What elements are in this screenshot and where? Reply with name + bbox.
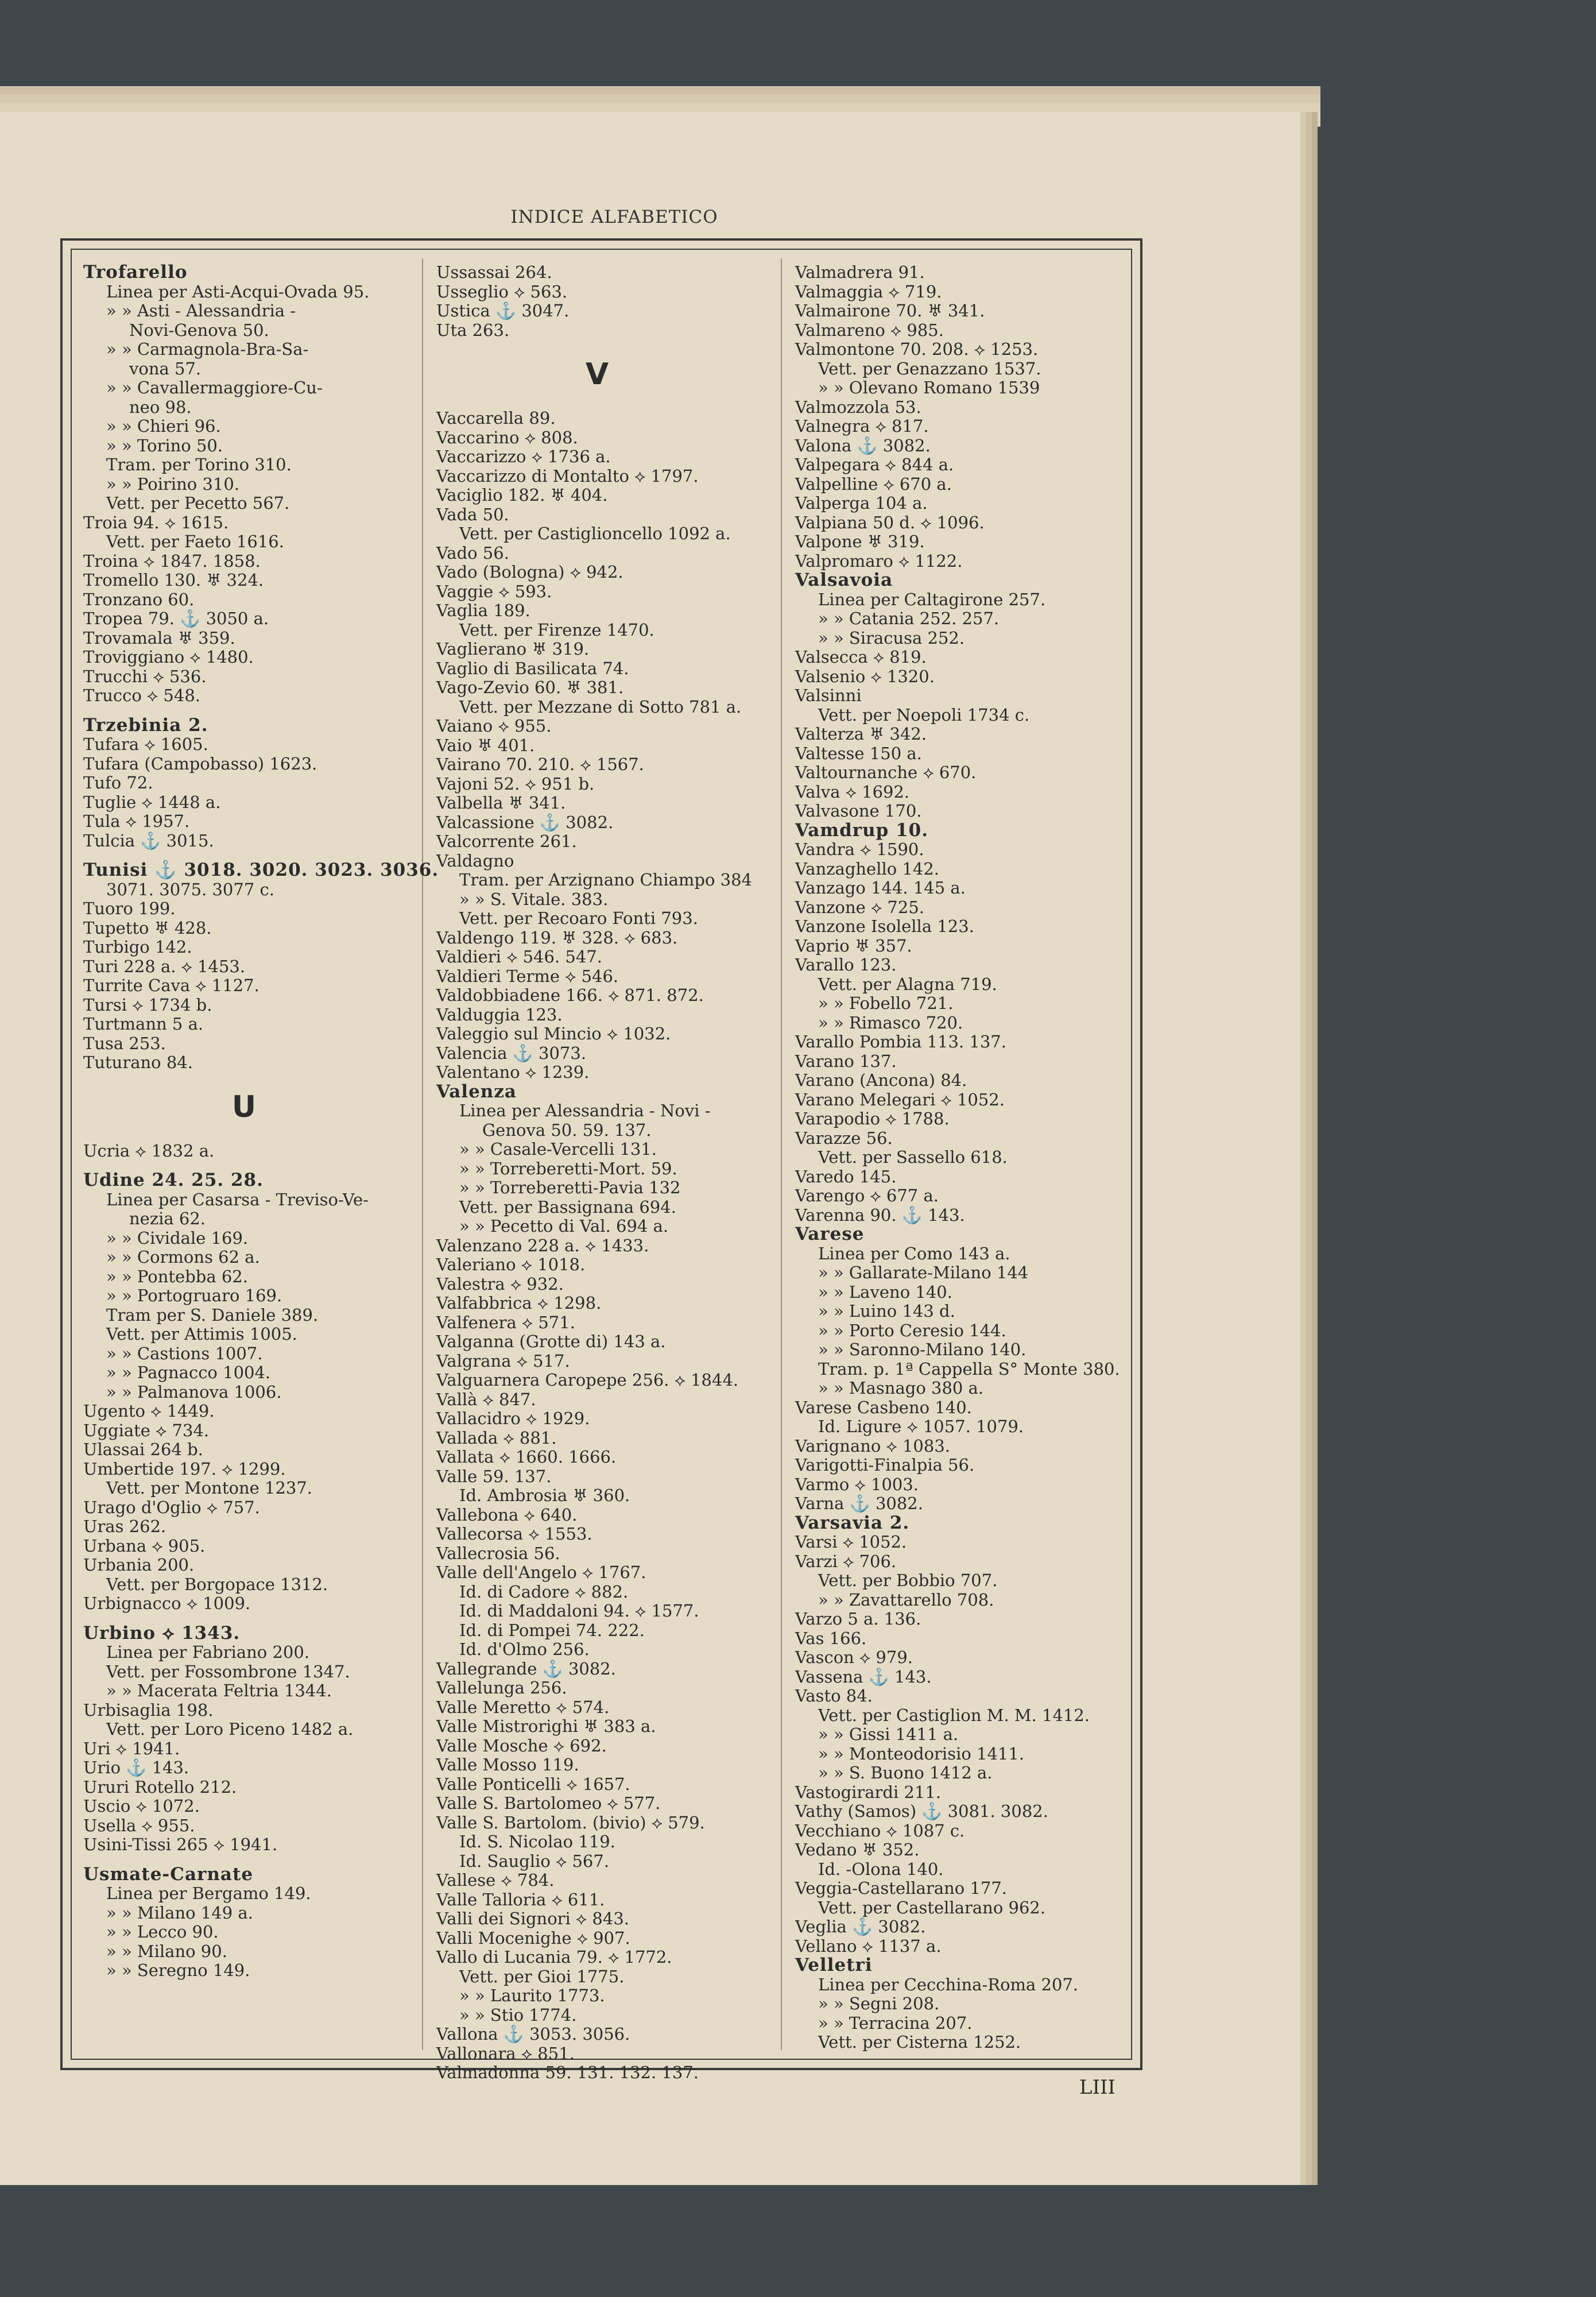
index-entry: Vajoni 52. ⟡ 951 b.: [436, 774, 595, 794]
index-entry: Vallecorsa ⟡ 1553.: [436, 1524, 592, 1544]
index-entry: Valtesse 150 a.: [795, 743, 922, 763]
index-heading: Vamdrup 10.: [795, 819, 929, 841]
index-entry: » » Olevano Romano 1539: [818, 378, 1040, 397]
index-entry: Vett. per Faeto 1616.: [106, 532, 284, 551]
index-entry: Vett. per Noepoli 1734 c.: [818, 705, 1030, 725]
index-entry: Vago-Zevio 60. ♅ 381.: [436, 678, 624, 697]
index-entry: Vaprio ♅ 357.: [795, 935, 912, 956]
index-entry: Valmadonna 59. 131. 132. 137.: [436, 2063, 699, 2082]
index-entry: » » Rimasco 720.: [818, 1012, 963, 1033]
index-entry: Vaciglio 182. ♅ 404.: [436, 485, 608, 505]
index-entry: Novi-Genova 50.: [129, 320, 269, 340]
index-entry: Vett. per Firenze 1470.: [459, 620, 654, 640]
index-entry: Valle Mosso 119.: [436, 1755, 579, 1774]
index-entry: Vaglio di Basilicata 74.: [436, 658, 629, 678]
index-entry: Valpromaro ⟡ 1122.: [795, 551, 963, 571]
index-entry: Vanzone ⟡ 725.: [795, 897, 925, 917]
index-entry: Linea per Cecchina-Roma 207.: [818, 1974, 1079, 1994]
index-entry: Tronzano 60.: [83, 589, 195, 609]
index-entry: Valbella ♅ 341.: [436, 793, 566, 813]
index-entry: Varallo 123.: [795, 955, 897, 975]
index-entry: Vedano ♅ 352.: [795, 1840, 920, 1859]
index-entry: Vett. per Cisterna 1252.: [818, 2032, 1021, 2052]
index-heading: Velletri: [795, 1955, 873, 1975]
index-entry: Tram. per Torino 310.: [106, 455, 292, 474]
index-entry: » » Monteodorisio 1411.: [818, 1743, 1025, 1764]
index-entry: Tuoro 199.: [83, 899, 176, 918]
index-entry: Vas 166.: [795, 1628, 867, 1648]
index-entry: Valle dell'Angelo ⟡ 1767.: [436, 1563, 646, 1582]
index-entry: Vett. per Mezzane di Sotto 781 a.: [459, 697, 742, 717]
index-entry: Valsinni: [795, 686, 862, 705]
index-entry: » » Cormons 62 a.: [106, 1247, 260, 1267]
index-entry: Valvasone 170.: [795, 801, 922, 821]
index-entry: Usella ⟡ 955.: [83, 1815, 195, 1835]
index-entry: Vallo di Lucania 79. ⟡ 1772.: [436, 1947, 672, 1967]
index-entry: Tupetto ♅ 428.: [83, 918, 212, 938]
index-entry: Ussassai 264.: [436, 262, 552, 282]
index-entry: Ugento ⟡ 1449.: [83, 1401, 215, 1421]
index-entry: Valduggia 123.: [436, 1004, 563, 1024]
index-entry: Valeggio sul Mincio ⟡ 1032.: [436, 1024, 671, 1043]
index-entry: » » Macerata Feltria 1344.: [106, 1681, 332, 1700]
index-entry: Vallegrande ⚓ 3082.: [436, 1658, 616, 1679]
index-entry: » » Fobello 721.: [818, 993, 954, 1013]
index-entry: Valmareno ⟡ 985.: [795, 320, 944, 340]
index-entry: Vado 56.: [436, 543, 509, 563]
index-entry: Genova 50. 59. 137.: [482, 1120, 652, 1140]
index-entry: Urago d'Oglio ⟡ 757.: [83, 1497, 260, 1517]
index-entry: Valle S. Bartolom. (bivio) ⟡ 579.: [436, 1812, 705, 1832]
index-entry: Ucria ⟡ 1832 a.: [83, 1140, 215, 1161]
index-entry: Vaccarino ⟡ 808.: [436, 427, 578, 447]
index-entry: » » Lecco 90.: [106, 1922, 219, 1942]
index-entry: Valli Mocenighe ⟡ 907.: [436, 1928, 630, 1948]
index-entry: » » Castions 1007.: [106, 1343, 263, 1363]
index-entry: Tulcia ⚓ 3015.: [83, 830, 214, 850]
index-heading: Usmate-Carnate: [83, 1863, 254, 1885]
index-entry: Vallata ⟡ 1660. 1666.: [436, 1447, 617, 1467]
index-heading: Valenza: [436, 1081, 517, 1102]
index-entry: Tuglie ⟡ 1448 a.: [83, 792, 221, 812]
index-entry: Uras 262.: [83, 1517, 166, 1536]
index-entry: Varignano ⟡ 1083.: [795, 1436, 951, 1456]
index-entry: Valmozzola 53.: [795, 397, 921, 417]
index-entry: vona 57.: [129, 358, 202, 378]
index-entry: Linea per Caltagirone 257.: [818, 589, 1046, 609]
index-entry: Vaio ♅ 401.: [436, 735, 535, 755]
index-heading: Valsavoia: [795, 570, 893, 590]
index-entry: Tuturano 84.: [83, 1053, 193, 1072]
column-divider: [422, 258, 423, 2050]
index-entry: » » S. Vitale. 383.: [459, 889, 609, 909]
index-entry: Urbania 200.: [83, 1555, 195, 1575]
index-entry: Linea per Casarsa - Treviso-Ve-: [106, 1189, 369, 1209]
page-number: LIII: [1079, 2076, 1115, 2099]
index-entry: Troia 94. ⟡ 1615.: [83, 512, 229, 532]
index-entry: » » Milano 90.: [106, 1941, 227, 1961]
index-entry: Troviggiano ⟡ 1480.: [83, 647, 254, 667]
index-entry: » » Torreberetti-Mort. 59.: [459, 1158, 677, 1178]
index-entry: » » Palmanova 1006.: [106, 1382, 282, 1402]
index-entry: Valcassione ⚓ 3082.: [436, 812, 614, 832]
index-heading: Urbino ⟡ 1343.: [83, 1622, 241, 1644]
index-entry: Urio ⚓ 143.: [83, 1758, 189, 1777]
index-entry: » » Cavallermaggiore-Cu-: [106, 378, 323, 397]
index-entry: Valdobbiadene 166. ⟡ 871. 872.: [436, 985, 704, 1005]
index-entry: Id. d'Olmo 256.: [459, 1639, 590, 1659]
index-entry: » » Masnago 380 a.: [818, 1378, 984, 1398]
index-entry: Varzo 5 a. 136.: [795, 1609, 921, 1629]
index-entry: Valcorrente 261.: [436, 832, 577, 851]
index-entry: Varazze 56.: [795, 1128, 893, 1148]
column-divider: [781, 258, 782, 2050]
index-entry: Vairano 70. 210. ⟡ 1567.: [436, 755, 644, 774]
index-entry: Tram. per Arzignano Chiampo 384: [459, 870, 753, 890]
index-entry: Varese Casbeno 140.: [795, 1397, 972, 1417]
index-entry: Valfabbrica ⟡ 1298.: [436, 1293, 602, 1313]
index-entry: » » Torino 50.: [106, 435, 223, 455]
index-entry: Valmadrera 91.: [795, 262, 925, 282]
index-entry: » » Cividale 169.: [106, 1228, 249, 1248]
index-entry: Usseglio ⟡ 563.: [436, 281, 568, 301]
index-entry: Vallà ⟡ 847.: [436, 1389, 536, 1409]
index-entry: Valfenera ⟡ 571.: [436, 1312, 575, 1332]
index-entry: Veglia ⚓ 3082.: [795, 1917, 926, 1936]
index-entry: Vaglia 189.: [436, 601, 530, 620]
index-entry: Linea per Alessandria - Novi -: [459, 1101, 711, 1120]
index-entry: Vascon ⟡ 979.: [795, 1648, 913, 1667]
index-entry: » » Carmagnola-Bra-Sa-: [106, 339, 309, 359]
index-entry: Valpelline ⟡ 670 a.: [795, 474, 952, 494]
index-entry: Vaggie ⟡ 593.: [436, 581, 552, 601]
index-entry: » » Pontebba 62.: [106, 1266, 248, 1286]
index-entry: Vaccarella 89.: [436, 408, 556, 428]
index-entry: Valmairone 70. ♅ 341.: [795, 301, 985, 320]
index-entry: Vallebona ⟡ 640.: [436, 1505, 578, 1525]
index-entry: Vathy (Samos) ⚓ 3081. 3082.: [795, 1801, 1048, 1821]
index-entry: Valle S. Bartolomeo ⟡ 577.: [436, 1793, 661, 1813]
index-entry: Varedo 145.: [795, 1166, 897, 1186]
index-entry: Valsecca ⟡ 819.: [795, 647, 927, 667]
index-entry: Urbisaglia 198.: [83, 1700, 214, 1720]
index-entry: Vett. per Sassello 618.: [818, 1147, 1008, 1167]
index-entry: Valdagno: [436, 850, 514, 871]
index-entry: » » Casale-Vercelli 131.: [459, 1139, 657, 1159]
index-entry: Vett. per Borgopace 1312.: [106, 1574, 328, 1594]
index-entry: Tram. p. 1ª Cappella S° Monte 380.: [818, 1359, 1120, 1379]
index-entry: Valva ⟡ 1692.: [795, 782, 910, 802]
index-entry: Turi 228 a. ⟡ 1453.: [83, 956, 246, 976]
index-entry: neo 98.: [129, 397, 192, 417]
index-entry: Veggia-Castellarano 177.: [795, 1878, 1008, 1898]
index-heading: Tunisi ⚓ 3018. 3020. 3023. 3036.: [83, 860, 439, 880]
index-entry: » » Catania 252. 257.: [818, 609, 1000, 628]
index-entry: Valmaggia ⟡ 719.: [795, 281, 942, 301]
index-entry: Vett. per Attimis 1005.: [106, 1324, 297, 1344]
index-entry: Valenzano 228 a. ⟡ 1433.: [436, 1235, 649, 1255]
index-entry: Valguarnera Caropepe 256. ⟡ 1844.: [436, 1370, 739, 1390]
index-entry: Turbigo 142.: [83, 937, 192, 957]
index-entry: Vaiano ⟡ 955.: [436, 716, 552, 736]
index-entry: Valestra ⟡ 932.: [436, 1274, 564, 1294]
section-letter: V: [585, 357, 609, 392]
index-entry: Id. di Maddaloni 94. ⟡ 1577.: [459, 1601, 699, 1621]
index-entry: Vanzone Isolella 123.: [795, 917, 974, 936]
index-entry: Valperga 104 a.: [795, 493, 928, 513]
index-entry: Tropea 79. ⚓ 3050 a.: [83, 609, 269, 628]
index-entry: » » Gallarate-Milano 144: [818, 1263, 1029, 1282]
index-entry: Vassena ⚓ 143.: [795, 1666, 932, 1687]
index-entry: Trovamala ♅ 359.: [83, 628, 235, 648]
index-entry: Usini-Tissi 265 ⟡ 1941.: [83, 1835, 278, 1854]
index-entry: Linea per Asti-Acqui-Ovada 95.: [106, 281, 370, 301]
index-entry: Linea per Bergamo 149.: [106, 1884, 311, 1903]
index-entry: » » Chieri 96.: [106, 416, 221, 436]
index-entry: » » Luino 143 d.: [818, 1301, 955, 1321]
index-heading: Udine 24. 25. 28.: [83, 1170, 264, 1190]
index-entry: Valencia ⚓ 3073.: [436, 1043, 587, 1063]
index-entry: » » Saronno-Milano 140.: [818, 1340, 1026, 1359]
index-entry: Valtournanche ⟡ 670.: [795, 763, 977, 782]
index-entry: » » Porto Ceresio 144.: [818, 1320, 1006, 1340]
index-entry: Turrite Cava ⟡ 1127.: [83, 976, 259, 995]
index-entry: Urbignacco ⟡ 1009.: [83, 1594, 251, 1613]
index-entry: Vallelunga 256.: [436, 1678, 567, 1697]
index-entry: » » Terracina 207.: [818, 2013, 973, 2033]
index-entry: » » Portogruaro 169.: [106, 1286, 282, 1305]
index-entry: Vett. per Gioi 1775.: [459, 1966, 625, 1986]
index-entry: Trucchi ⟡ 536.: [83, 666, 207, 686]
index-entry: Vanzago 144. 145 a.: [795, 878, 966, 898]
index-entry: Vett. per Castiglioncello 1092 a.: [459, 524, 731, 543]
index-entry: Id. di Pompei 74. 222.: [459, 1620, 645, 1640]
index-entry: » » Torreberetti-Pavia 132: [459, 1178, 681, 1197]
index-entry: Vado (Bologna) ⟡ 942.: [436, 562, 623, 582]
index-entry: » » Laveno 140.: [818, 1282, 952, 1302]
index-entry: Vett. per Bassignana 694.: [459, 1197, 676, 1217]
index-entry: Varigotti-Finalpia 56.: [795, 1455, 975, 1475]
index-entry: Valle Meretto ⟡ 574.: [436, 1697, 610, 1717]
index-entry: » » Stio 1774.: [459, 2005, 577, 2025]
index-entry: Umbertide 197. ⟡ 1299.: [83, 1459, 286, 1479]
index-entry: Valterza ♅ 342.: [795, 724, 927, 744]
index-entry: Id. Sauglio ⟡ 567.: [459, 1851, 610, 1871]
index-entry: Vett. per Loro Piceno 1482 a.: [106, 1719, 354, 1739]
index-entry: Uta 263.: [436, 320, 510, 340]
index-entry: Vett. per Bobbio 707.: [818, 1571, 998, 1590]
index-entry: Tursi ⟡ 1734 b.: [83, 995, 212, 1015]
index-heading: Trofarello: [83, 262, 188, 283]
index-entry: Vastogirardi 211.: [795, 1782, 942, 1802]
index-entry: Valdengo 119. ♅ 328. ⟡ 683.: [436, 927, 678, 948]
index-entry: Vett. per Recoaro Fonti 793.: [459, 908, 698, 928]
index-entry: » » Asti - Alessandria -: [106, 301, 296, 320]
index-entry: » » Pecetto di Val. 694 a.: [459, 1216, 669, 1236]
index-entry: Ulassai 264 b.: [83, 1440, 203, 1459]
index-entry: Vanzaghello 142.: [795, 859, 940, 879]
index-entry: Tufo 72.: [83, 773, 153, 792]
index-entry: Tram per S. Daniele 389.: [106, 1305, 319, 1325]
index-entry: Valle Talloria ⟡ 611.: [436, 1889, 605, 1909]
index-entry: Valona ⚓ 3082.: [795, 435, 931, 455]
index-entry: Vaccarizzo ⟡ 1736 a.: [436, 447, 611, 466]
index-entry: Varapodio ⟡ 1788.: [795, 1109, 950, 1128]
index-entry: Id. di Cadore ⟡ 882.: [459, 1581, 629, 1602]
index-entry: Varmo ⟡ 1003.: [795, 1474, 919, 1494]
index-entry: » » Poirino 310.: [106, 474, 240, 494]
index-entry: Id. Ambrosia ♅ 360.: [459, 1486, 630, 1505]
index-entry: Valdieri ⟡ 546. 547.: [436, 947, 602, 966]
index-entry: Vecchiano ⟡ 1087 c.: [795, 1820, 965, 1840]
index-entry: Varano 137.: [795, 1051, 897, 1071]
index-column-3: [795, 263, 1134, 2055]
index-entry: Valle Mistrorighi ♅ 383 a.: [436, 1716, 656, 1736]
index-entry: Linea per Fabriano 200.: [106, 1642, 310, 1662]
index-entry: Vallecrosia 56.: [436, 1543, 560, 1563]
index-entry: Vallese ⟡ 784.: [436, 1870, 555, 1890]
index-entry: Tula ⟡ 1957.: [83, 811, 190, 831]
index-entry: Tufara (Campobasso) 1623.: [83, 753, 317, 774]
index-entry: Varano Melegari ⟡ 1052.: [795, 1089, 1005, 1109]
index-entry: Valsenio ⟡ 1320.: [795, 666, 935, 686]
index-entry: Valpegara ⟡ 844 a.: [795, 455, 954, 474]
index-heading: Varsavia 2.: [795, 1512, 910, 1533]
index-entry: Varenna 90. ⚓ 143.: [795, 1205, 965, 1225]
index-entry: Varna ⚓ 3082.: [795, 1494, 923, 1513]
index-heading: Varese: [795, 1224, 865, 1244]
index-entry: Vaccarizzo di Montalto ⟡ 1797.: [436, 466, 699, 486]
index-entry: nezia 62.: [129, 1209, 206, 1228]
index-entry: Vallacidro ⟡ 1929.: [436, 1409, 590, 1428]
index-entry: Tusa 253.: [83, 1033, 166, 1053]
index-entry: Ururi Rotello 212.: [83, 1777, 237, 1797]
section-letter: U: [231, 1089, 257, 1124]
index-entry: Vellano ⟡ 1137 a.: [795, 1936, 942, 1956]
index-entry: Vallada ⟡ 881.: [436, 1428, 557, 1448]
index-entry: Linea per Como 143 a.: [818, 1243, 1010, 1263]
index-column-2: [436, 262, 775, 2082]
index-entry: Id. Ligure ⟡ 1057. 1079.: [818, 1417, 1024, 1436]
index-entry: » » Gissi 1411 a.: [818, 1724, 959, 1744]
index-entry: Vett. per Montone 1237.: [106, 1478, 313, 1498]
index-entry: » » S. Buono 1412 a.: [818, 1763, 993, 1782]
index-entry: » » Siracusa 252.: [818, 628, 965, 648]
index-entry: Varengo ⟡ 677 a.: [795, 1186, 939, 1205]
index-entry: Uscio ⟡ 1072.: [83, 1796, 200, 1816]
index-entry: Varsi ⟡ 1052.: [795, 1532, 907, 1552]
index-entry: Vett. per Genazzano 1537.: [818, 358, 1041, 378]
index-entry: Ustica ⚓ 3047.: [436, 301, 570, 320]
index-entry: Uri ⟡ 1941.: [83, 1738, 180, 1758]
index-entry: Turtmann 5 a.: [83, 1014, 204, 1034]
index-entry: » » Pagnacco 1004.: [106, 1363, 271, 1382]
index-heading: Trzebinia 2.: [83, 714, 208, 736]
index-entry: Vett. per Alagna 719.: [818, 974, 997, 994]
index-entry: Troina ⟡ 1847. 1858.: [83, 551, 261, 571]
index-entry: Uggiate ⟡ 734.: [83, 1420, 210, 1440]
index-entry: Vett. per Castiglion M. M. 1412.: [818, 1705, 1090, 1725]
index-entry: Vallonara ⟡ 851.: [436, 2043, 575, 2063]
index-entry: Varano (Ancona) 84.: [795, 1070, 967, 1090]
index-entry: Urbana ⟡ 905.: [83, 1536, 206, 1556]
index-entry: Varallo Pombia 113. 137.: [795, 1032, 1006, 1051]
index-entry: Vallona ⚓ 3053. 3056.: [436, 2024, 630, 2044]
index-entry: Valle Mosche ⟡ 692.: [436, 1735, 607, 1755]
index-entry: Vaglierano ♅ 319.: [436, 639, 590, 659]
index-entry: Valnegra ⟡ 817.: [795, 416, 929, 436]
index-entry: » » Zavattarello 708.: [818, 1590, 994, 1610]
index-entry: Valle Ponticelli ⟡ 1657.: [436, 1774, 630, 1794]
index-entry: Tufara ⟡ 1605.: [83, 734, 208, 754]
index-entry: Valganna (Grotte di) 143 a.: [436, 1332, 666, 1351]
index-entry: Valdieri Terme ⟡ 546.: [436, 966, 619, 986]
index-entry: Valle 59. 137.: [436, 1466, 552, 1486]
index-entry: » » Segni 208.: [818, 1994, 940, 2013]
index-entry: Vett. per Castellarano 962.: [818, 1897, 1046, 1917]
index-entry: Valmontone 70. 208. ⟡ 1253.: [795, 339, 1039, 359]
index-entry: Varzi ⟡ 706.: [795, 1551, 897, 1571]
index-entry: Valgrana ⟡ 517.: [436, 1351, 570, 1371]
index-entry: Tromello 130. ♅ 324.: [83, 570, 264, 590]
index-entry: » » Laurito 1773.: [459, 1986, 605, 2005]
index-entry: 3071. 3075. 3077 c.: [106, 879, 274, 899]
running-header: INDICE ALFABETICO: [510, 207, 718, 227]
index-entry: » » Milano 149 a.: [106, 1902, 253, 1923]
index-entry: Vandra ⟡ 1590.: [795, 840, 924, 859]
index-entry: Valli dei Signori ⟡ 843.: [436, 1909, 629, 1928]
index-entry: Id. -Olona 140.: [818, 1859, 944, 1879]
index-entry: Vada 50.: [436, 504, 509, 524]
index-entry: Valeriano ⟡ 1018.: [436, 1255, 586, 1274]
index-entry: Vasto 84.: [795, 1686, 873, 1706]
index-entry: » » Seregno 149.: [106, 1960, 250, 1980]
index-entry: Id. S. Nicolao 119.: [459, 1832, 615, 1851]
index-entry: Trucco ⟡ 548.: [83, 686, 201, 705]
index-entry: Vett. per Fossombrone 1347.: [106, 1661, 350, 1681]
index-entry: Valpone ♅ 319.: [795, 532, 925, 551]
index-column-1: [83, 262, 439, 2055]
index-entry: Vett. per Pecetto 567.: [106, 493, 290, 513]
index-entry: Valpiana 50 d. ⟡ 1096.: [795, 512, 985, 532]
index-entry: Valentano ⟡ 1239.: [436, 1062, 590, 1082]
